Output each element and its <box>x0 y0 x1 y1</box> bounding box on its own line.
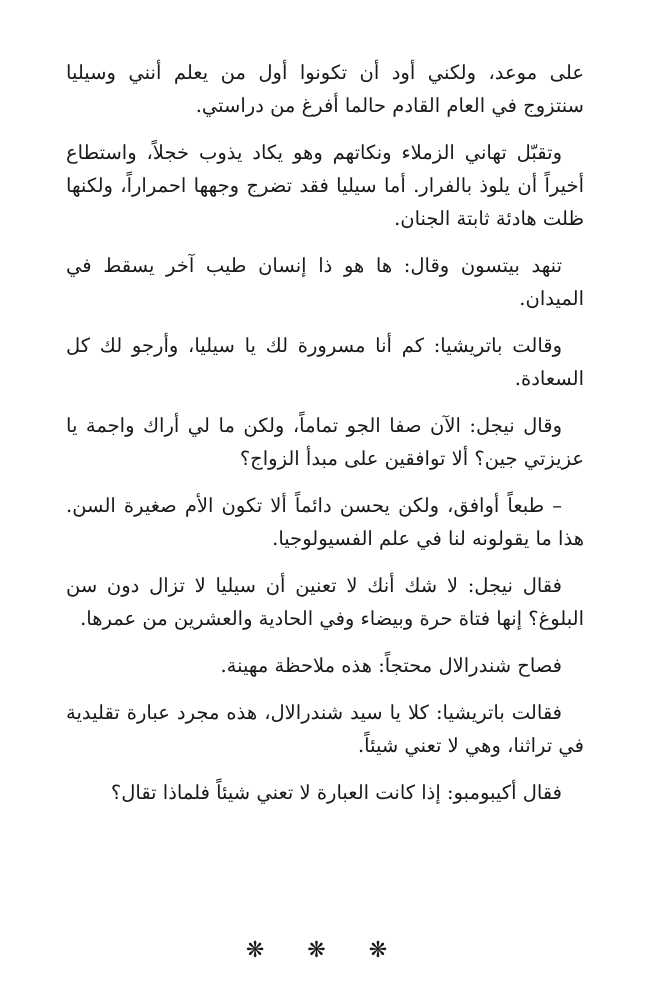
section-separator: ❋ ❋ ❋ <box>245 938 406 963</box>
paragraph-10: فقال أكيبومبو: إذا كانت العبارة لا تعني شيئاً فلماذا تقال؟ <box>110 781 562 804</box>
paragraph-6: – طبعاً أوافق، ولكن يحسن دائماً ألا تكون الأم صغيرة السن. هذا ما يقولونه لنا في علم الفسيولوجيا. <box>66 494 584 550</box>
paragraph-7: فقال نيجل: لا شك أنك لا تعنين أن سيليا لا تزال دون سن البلوغ؟ إنها فتاة حرة وبيضاء وفي الحادية والعشرين من عمرها. <box>66 574 584 630</box>
paragraph-2: وتقبّل تهاني الزملاء ونكاتهم وهو يكاد يذوب خجلاً، واستطاع أخيراً أن يلوذ بالفرار. أما سيليا فقد تضرج وجهها احمراراً، ولكنها ظلت هادئة ثابتة الجنان. <box>66 141 584 230</box>
paragraph-1: على موعد، ولكني أود أن تكونوا أول من يعلم أنني وسيليا سنتزوج في العام القادم حالما أفرغ من دراستي. <box>66 61 584 117</box>
paragraph-3: تنهد بيتسون وقال: ها هو ذا إنسان طيب آخر يسقط في الميدان. <box>66 254 584 310</box>
paragraph-5: وقال نيجل: الآن صفا الجو تماماً، ولكن ما لي أراك واجمة يا عزيزتي جين؟ ألا توافقين على مبدأ الزواج؟ <box>66 414 584 470</box>
paragraph-8: فصاح شندرالال محتجاً: هذه ملاحظة مهينة. <box>220 654 562 677</box>
paragraph-4: وقالت باتريشيا: كم أنا مسرورة لك يا سيليا، وأرجو لك كل السعادة. <box>66 334 584 390</box>
page-body <box>66 56 584 809</box>
paragraph-9: فقالت باتريشيا: كلا يا سيد شندرالال، هذه مجرد عبارة تقليدية في تراثنا، وهي لا تعني شيئاً. <box>66 701 584 757</box>
